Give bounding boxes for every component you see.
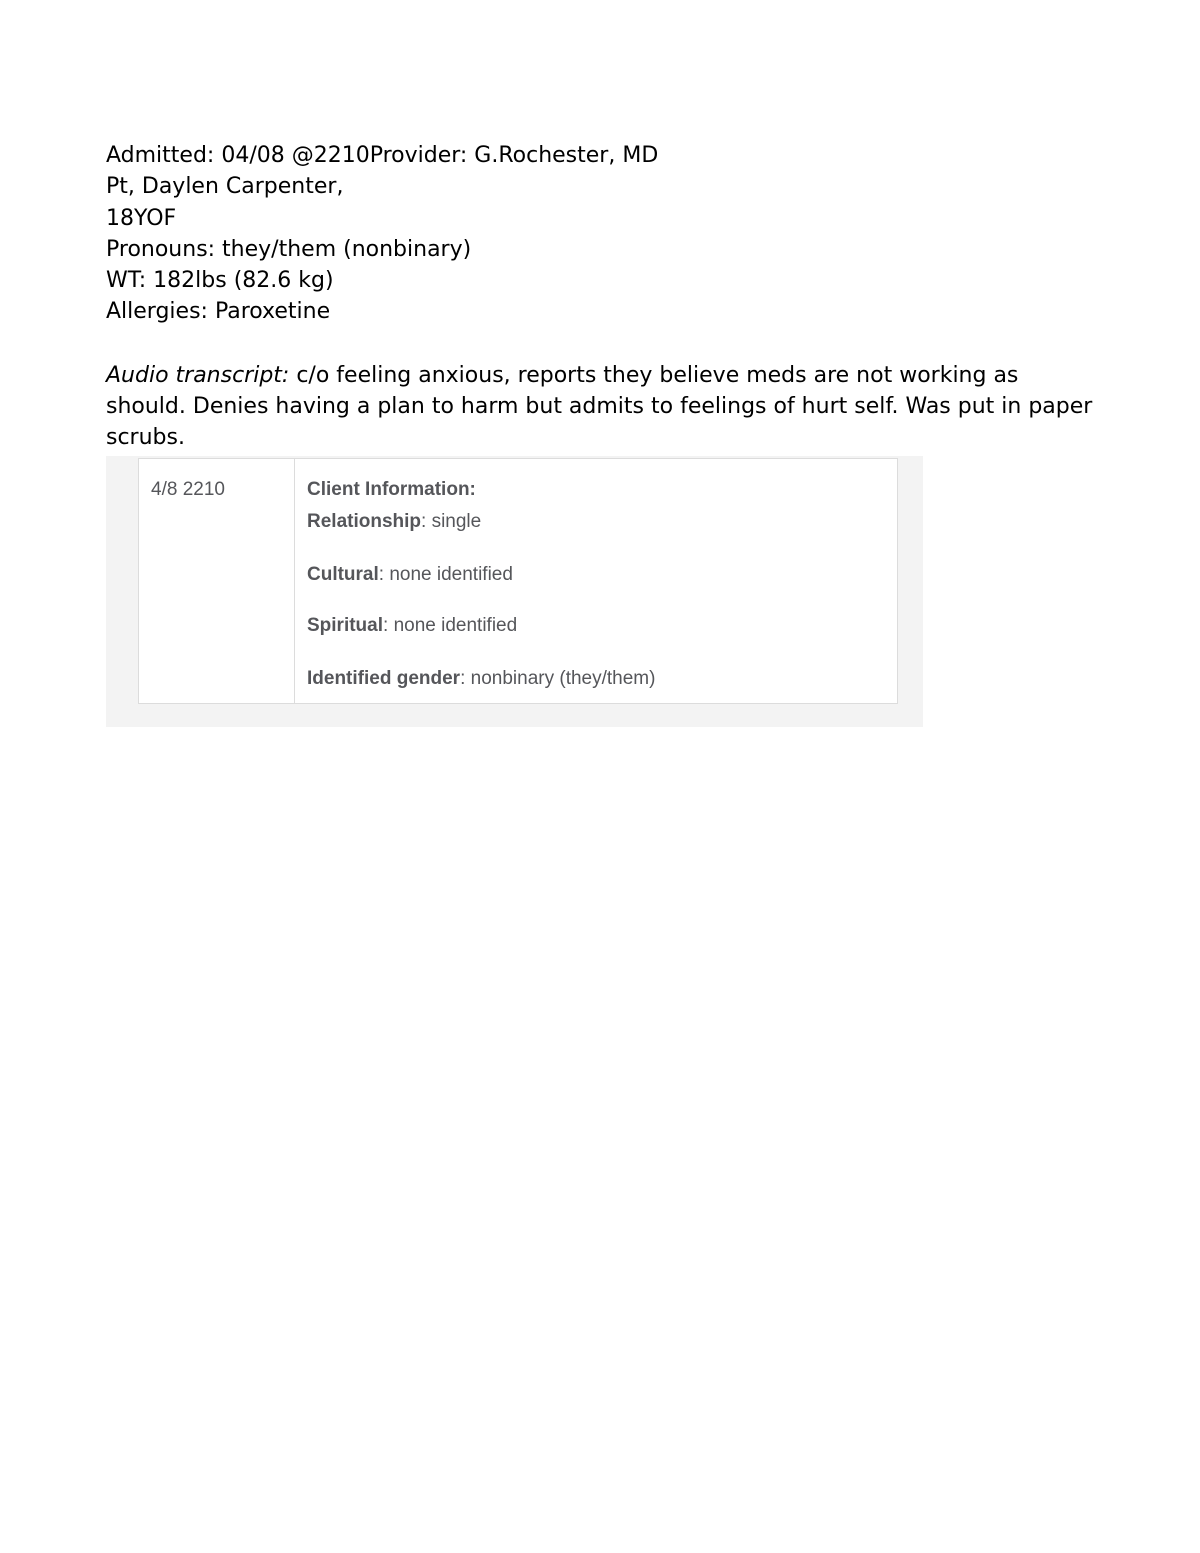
cultural-field [307,564,513,586]
cultural-label: Cultural [307,564,379,585]
identified-gender-label: Identified gender [307,668,461,689]
pronouns-line: Pronouns: they/them (nonbinary) [106,236,472,262]
audio-transcript [106,360,1101,454]
admitted-provider-line: Admitted: 04/08 @2210Provider: G.Rochester, MD [106,143,659,168]
allergies-line: Allergies: Paroxetine [106,299,331,325]
weight-line: WT: 182lbs (82.6 kg) [106,268,334,294]
patient-name-line: Pt, Daylen Carpenter, [106,174,344,200]
relationship-value: : single [421,511,482,532]
identified-gender-field [307,668,655,690]
relationship-field [307,511,481,533]
spiritual-label: Spiritual [307,615,384,636]
client-information-screenshot [106,456,923,727]
identified-gender-value: : nonbinary (they/them) [460,668,656,689]
cultural-value: : none identified [378,564,513,585]
paragraph-spacer [106,328,1106,360]
spiritual-field [307,615,517,637]
client-information-title: Client Information: [307,479,476,500]
spiritual-value: : none identified [383,615,518,636]
entry-timestamp: 4/8 2210 [151,479,225,500]
relationship-label: Relationship [307,511,422,532]
column-divider [294,459,295,703]
document-body [106,140,1106,454]
client-information-card [138,458,898,704]
audio-transcript-text: c/o feeling anxious, reports they believe meds are not working as should. Denies having a plan to harm but admits to feelings of hurt self. Was put in paper scrubs. [106,362,1093,451]
audio-transcript-label: Audio transcript: [106,362,290,388]
age-sex-line: 18YOF [106,205,177,231]
